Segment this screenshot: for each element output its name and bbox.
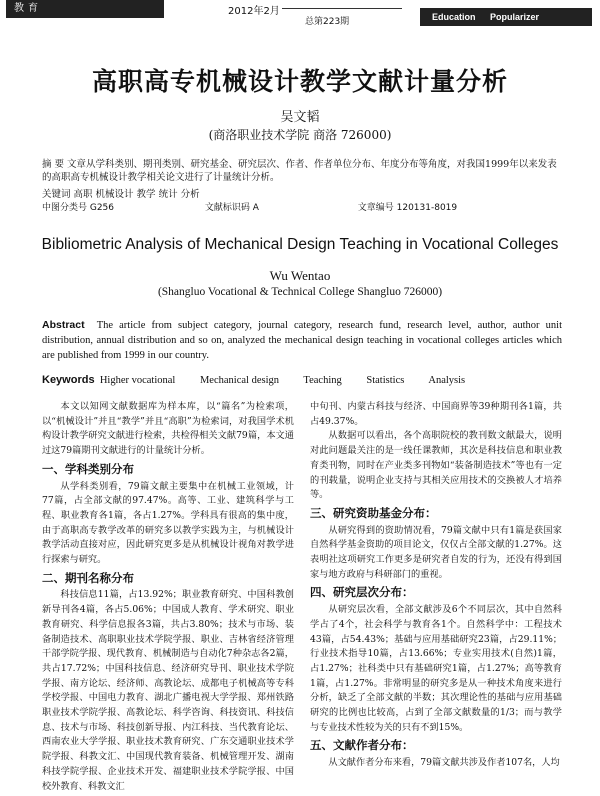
keyword-item: Teaching: [303, 375, 342, 386]
english-keywords: [42, 374, 562, 386]
section-paragraph: 从研究层次看，全部文献涉及6个不同层次，其中自然科学占了4个，社会科学与教育各1个。自然科学中：工程技术43篇，占54.43%；基础与应用基础研究23篇，占29.11%；行业技术指导10篇，占13.66%；专业实用技术(自然)1篇，占1.27%；社科类中只有基础研究1篇，占1.27%；高等教育1篇，占1.27%。非常明显的研究多是从一种技术角度来进行分析，缺乏了全部文献的半数；其次理论性的基础与应用基础研究的比例也比较高，占到了全部文献数量的1/3；而与教学与专业技术性较为关的只有不到15%。: [310, 604, 562, 733]
article-title: 高职高专机械设计教学文献计量分析: [91, 67, 508, 96]
section-paragraph: 从文献作者分布来看，79篇文献共涉及作者107名，人均: [328, 757, 560, 769]
english-author: Wu Wentao: [269, 268, 331, 283]
header-journal-magazine: Popularizer: [490, 12, 540, 22]
article-number: 文章编号 120131-8019: [357, 203, 458, 213]
section-paragraph: 从研究得到的资助情况看，79篇文献中只有1篇是获国家自然科学基金资助的项目论文，仅仅占全部文献的1.27%。这表明社这项研究工作更多是研究者自发的行为，还没有得到国家与地方政府与科研部门的重视。: [310, 524, 562, 580]
section-heading: 二、期刊名称分布: [42, 570, 134, 585]
section-heading: 三、研究资助基金分布：: [310, 505, 437, 520]
keyword-item: Mechanical design: [199, 375, 279, 386]
english-affiliation: (Shangluo Vocational & Technical College Shangluo 726000): [157, 286, 443, 298]
english-abstract: [42, 318, 562, 363]
journal-header: [0, 0, 600, 26]
section-paragraph: 从学科类别看，79篇文献主要集中在机械工业领域，计77篇，占全部文献的97.47%。高等、工业、建筑科学与工程、职业教育各1篇，各占1.27%。学科具有很高的集中度，由于高职高专教学改革的研究多以教学实践为主，与机械设计教学活动直接对应，因此研究更多是从机械设计视角对教学进行探索与研究。: [42, 480, 294, 566]
abstract-en-text: The article from subject category, journal category, research fund, research level, author, author unit distribution, annual distribution and so on, analyzed the mechanical design teaching in vocational colleges articles which are published from 1999 in our country.: [42, 320, 563, 361]
abstract-cn: 摘 要 文章从学科类别、期刊类别、研究基金、研究层次、作者、作者单位分布、年度分布等角度，对我国1999年以来发表的高职高专机械设计教学相关论文进行了计量统计分析。: [42, 159, 557, 183]
header-divider: [282, 8, 402, 9]
section-heading: 四、研究层次分布：: [310, 585, 414, 600]
author-affiliation: (商洛职业技术学院 商洛 726000): [208, 128, 392, 142]
english-title: Bibliometric Analysis of Mechanical Design Teaching in Vocational Colleges: [41, 236, 559, 253]
header-section-label: 教育: [6, 0, 164, 18]
section-heading: 五、文献作者分布：: [310, 738, 414, 753]
header-date: 2012年2月: [228, 6, 280, 17]
abstract-label: Abstract: [42, 319, 85, 331]
document-code: 文献标识码 A: [204, 203, 259, 213]
section-paragraph: 中旬刊、内蒙古科技与经济、中国商界等39种期刊各1篇，共占49.37%。: [310, 401, 562, 427]
classification-line: [42, 200, 562, 213]
header-journal-label: [420, 8, 592, 26]
keyword-item: Higher vocational: [99, 375, 176, 386]
header-journal-en: Education: [432, 12, 476, 22]
keyword-item: Analysis: [428, 375, 466, 386]
body-column-left: [42, 400, 294, 794]
body-column-right: [310, 400, 562, 771]
keywords-cn: 关键词 高职 机械设计 教学 统计 分析: [42, 189, 200, 200]
header-issue: 总第223期: [305, 17, 350, 27]
clc-number: 中图分类号 G256: [42, 203, 115, 213]
author-name: 吴文韬: [280, 110, 320, 125]
section-paragraph: 科技信息11篇，占13.92%；职业教育研究、中国科教创新导刊各4篇，各占5.06%；中国成人教育、学术研究、职业教育研究、科学信息报各3篇，共占3.80%；技术与市场、装备制造技术、高职职业技术学院学报、职业、吉林省经济管理干部学院学报、现代教育、机械制造与自动化7种杂志各2篇，共占17.72%；中国科技信息、经济研究导刊、职业技术学院学报、南方论坛、经济师、高教论坛、成都电子机械高等专科学校学报、中国电力教育、湖北广播电视大学学报、郑州铁路职业技术学院学报、高教论坛、科学咨询、科技资讯、科技信息、技术与市场、科技创新导报、内江科技、当代教育论坛、西南农业大学学报、职业技术教育研究、广东交通职业技术学院学报、科教文汇、中国现代教育装备、机械管理开发、湖南科技学院学报、企业技术开发、福建职业技术学院学报、中国校外教育、科教文汇: [42, 589, 294, 792]
section-heading: 一、学科类别分布: [42, 461, 134, 476]
keyword-item: Statistics: [366, 375, 405, 386]
section-paragraph: 从数据可以看出，各个高职院校的教刊数文献最大，说明对此问题最关注的是一线任课教师，其次是科技信息和职业教育类刊物，同时在产业类多刊物如“装备制造技术”等也有一定的刊载量，说明企业支持与其相关应用技术的交换被人才培养等。: [310, 430, 562, 501]
intro-paragraph: 本文以知网文献数据库为样本库，以“篇名”为检索项，以“机械设计”并且“教学”并且“高职”为检索词，对我国学术机构设计教学研究文献进行检索，共检得相关文献79篇，本文通过这79篇期刊文献进行的计量统计分析。: [42, 401, 294, 457]
keywords-label: Keywords: [42, 374, 95, 386]
